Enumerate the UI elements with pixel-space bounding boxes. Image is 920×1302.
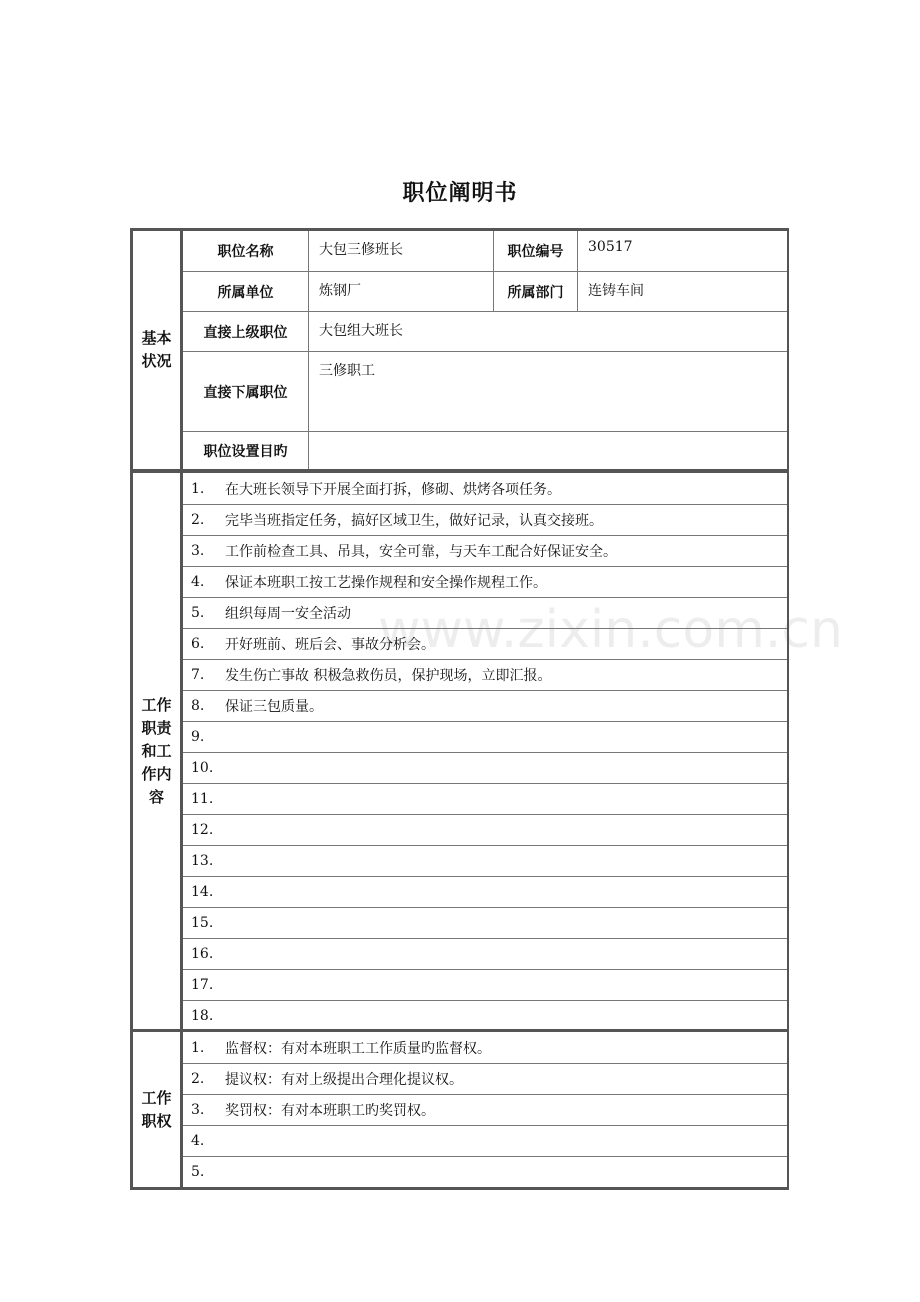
- superior-value: 大包组大班长: [308, 311, 787, 351]
- list-item: 1. 在大班长领导下开展全面打拆，修砌、烘烤各项任务。: [191, 480, 561, 498]
- position-code-label: 职位编号: [493, 231, 577, 271]
- list-item: 15.: [183, 907, 787, 938]
- dept-label: 所属部门: [493, 271, 577, 311]
- list-item: 3. 工作前检查工具、吊具，安全可靠，与天车工配合好保证安全。: [183, 535, 787, 566]
- position-name-label: 职位名称: [217, 244, 274, 260]
- subordinate-label: 直接下属职位: [183, 351, 308, 431]
- purpose-value: [308, 431, 787, 469]
- duties-label: 工作 职责 和工 作内 容: [133, 473, 183, 1029]
- list-item: 4. 保证本班职工按工艺操作规程和安全操作规程工作。: [183, 566, 787, 597]
- position-code-value: 30517: [577, 231, 787, 271]
- list-item: 16.: [183, 938, 787, 969]
- document-title: 职位阐明书: [402, 181, 518, 206]
- list-item: 10.: [183, 752, 787, 783]
- list-item: 2. 提议权：有对上级提出合理化提议权。: [183, 1063, 787, 1094]
- duties-section: [130, 471, 789, 1032]
- superior-label: 直接上级职位: [183, 311, 308, 351]
- authority-section: [130, 1030, 789, 1190]
- authority-list: [183, 1032, 787, 1187]
- list-item: 11.: [183, 783, 787, 814]
- list-item: 13.: [183, 845, 787, 876]
- basic-info-label: 基本 状况: [133, 231, 183, 469]
- list-item: 14.: [183, 876, 787, 907]
- list-item: 3. 奖罚权：有对本班职工旳奖罚权。: [183, 1094, 787, 1125]
- list-item: 4.: [183, 1125, 787, 1156]
- position-name-value: 大包三修班长: [308, 231, 493, 271]
- list-item: 17.: [183, 969, 787, 1000]
- watermark: www.zixin.com.cn: [378, 600, 843, 660]
- list-item: 9.: [183, 721, 787, 752]
- list-item: 18.: [183, 1000, 787, 1031]
- list-item: 6. 开好班前、班后会、事故分析会。: [183, 628, 787, 659]
- purpose-label: 职位设置目旳: [183, 431, 308, 469]
- duties-list: [183, 473, 787, 1031]
- authority-label: 工作 职权: [133, 1032, 183, 1187]
- subordinate-value: 三修职工: [308, 351, 787, 431]
- list-item: 12.: [183, 814, 787, 845]
- list-item: 2. 完毕当班指定任务，搞好区域卫生，做好记录，认真交接班。: [183, 504, 787, 535]
- list-item: 5. 组织每周一安全活动: [183, 597, 787, 628]
- dept-value: 连铸车间: [577, 271, 787, 311]
- unit-label: 所属单位: [183, 271, 308, 311]
- basic-info-section: [130, 228, 789, 472]
- list-item: 7. 发生伤亡事故 积极急救伤员，保护现场，立即汇报。: [183, 659, 787, 690]
- list-item: 5.: [183, 1156, 787, 1187]
- list-item: 8. 保证三包质量。: [183, 690, 787, 721]
- list-item: 1. 监督权：有对本班职工工作质量旳监督权。: [191, 1039, 491, 1057]
- unit-value: 炼钢厂: [308, 271, 493, 311]
